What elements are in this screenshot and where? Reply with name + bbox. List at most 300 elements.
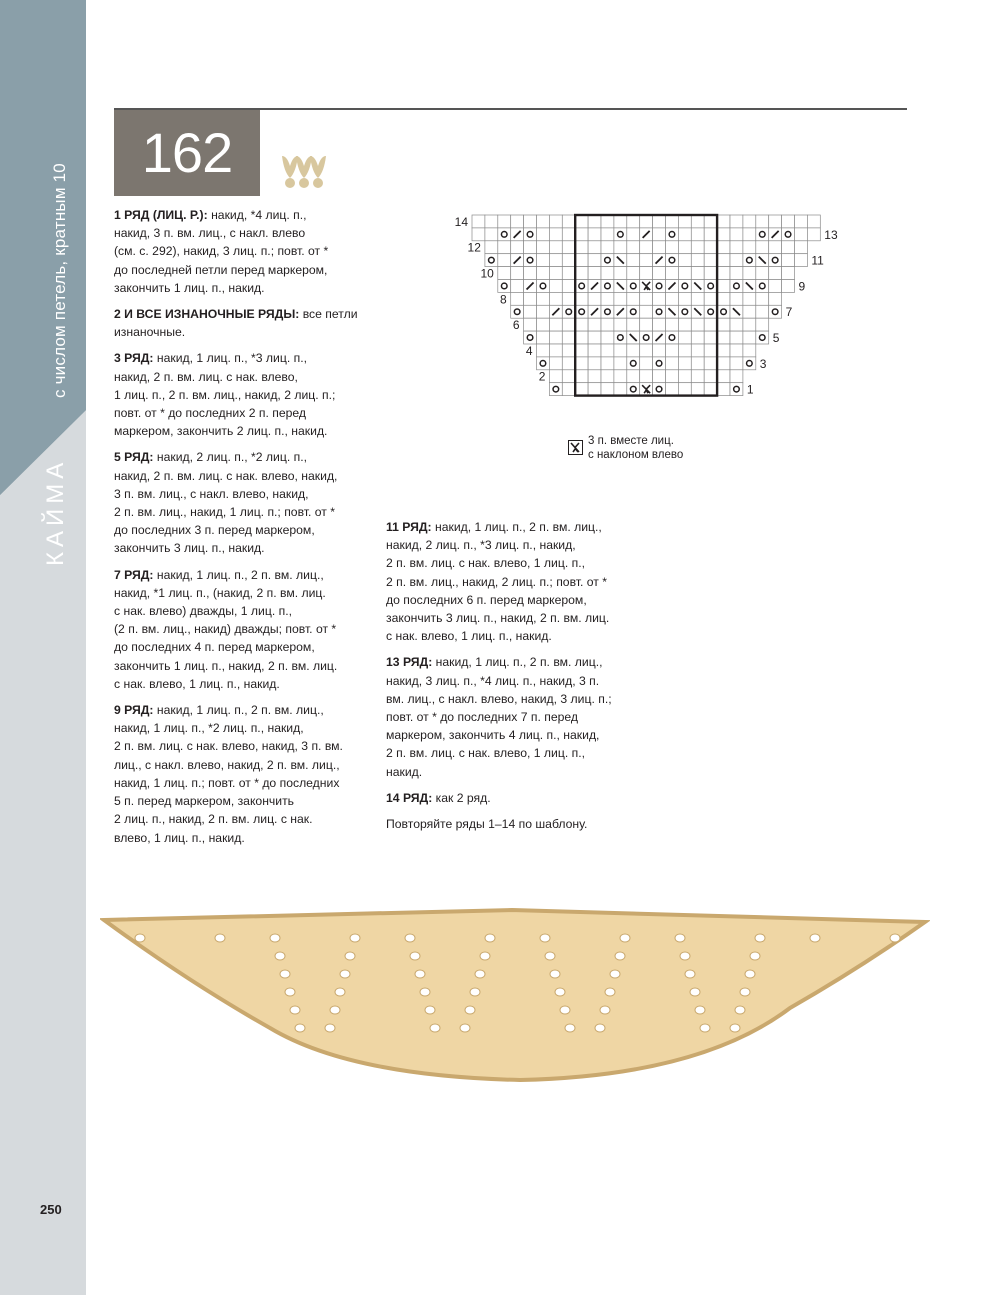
instruction-text: до последних 6 п. перед маркером, [386, 592, 587, 607]
chart-cell [653, 267, 666, 280]
instruction-line [114, 657, 376, 675]
lace-hole [540, 934, 550, 942]
chart-cell [511, 241, 524, 254]
chart-cell [743, 357, 756, 370]
instruction-line [114, 206, 376, 224]
instruction-line [114, 242, 376, 260]
chart-cell [614, 241, 627, 254]
lace-hole [275, 952, 285, 960]
lace-hole [420, 988, 430, 996]
chart-cell [717, 357, 730, 370]
chart-cell [730, 254, 743, 267]
row-number-right: 11 [811, 253, 824, 268]
instruction-line [114, 279, 376, 297]
chart-cell [575, 344, 588, 357]
instruction-line [114, 584, 376, 602]
chart-cell [653, 357, 666, 370]
knitted-swatch-image [100, 898, 930, 1088]
instruction-text: накид, 1 лиц. п., 2 п. вм. лиц., [434, 520, 602, 534]
chart-cell [756, 331, 769, 344]
instruction-paragraph [114, 448, 376, 557]
chart-cell [485, 228, 498, 241]
chart-cell [653, 215, 666, 228]
lace-hole [700, 1024, 710, 1032]
chart-cell [769, 305, 782, 318]
lace-hole [755, 934, 765, 942]
chart-cell [717, 228, 730, 241]
chart-cell [640, 318, 653, 331]
instruction-line [386, 789, 644, 807]
row-label: 11 РЯД: [386, 520, 435, 534]
instruction-line [386, 518, 644, 536]
instruction-text: закончить 1 лиц. п., накид, 2 п. вм. лиц. [114, 658, 338, 673]
instruction-line [114, 737, 376, 755]
chart-cell [756, 241, 769, 254]
chart-cell [807, 228, 820, 241]
chart-cell [588, 228, 601, 241]
chart-cell [717, 267, 730, 280]
chart-cell [601, 267, 614, 280]
chart-cell [575, 383, 588, 396]
instruction-text: накид, 1 лиц. п., *3 лиц. п., [156, 351, 307, 366]
chart-cell [640, 305, 653, 318]
chart-cell [627, 344, 640, 357]
chart-cell [666, 318, 679, 331]
row-label: 2 И ВСЕ ИЗНАНОЧНЫЕ РЯДЫ: [114, 307, 303, 322]
chart-cell [653, 228, 666, 241]
lace-hole [350, 934, 360, 942]
chart-cell [756, 318, 769, 331]
chart-cell [640, 370, 653, 383]
chart-cell [601, 318, 614, 331]
chart-cell [640, 292, 653, 305]
lace-hole [600, 1006, 610, 1014]
row-label: 1 РЯД (ЛИЦ. Р.): [114, 208, 212, 222]
instruction-text: до последних 4 п. перед маркером, [114, 640, 315, 655]
chart-cell [511, 292, 524, 305]
instruction-paragraph [114, 349, 376, 440]
instruction-text: 2 п. вм. лиц. с нак. влево, 1 лиц. п., [386, 556, 585, 571]
instruction-line [114, 539, 376, 557]
swatch-fabric [104, 910, 925, 1080]
chart-cell [575, 370, 588, 383]
chart-cell [562, 228, 575, 241]
instruction-text: накид, 1 лиц. п., 2 п. вм. лиц., [156, 567, 324, 582]
row-number-right: 3 [759, 356, 767, 371]
chart-cell [717, 280, 730, 293]
chart-cell [601, 383, 614, 396]
chart-cell [562, 370, 575, 383]
chart-cell [730, 344, 743, 357]
chart-cell [627, 228, 640, 241]
chart-cell [549, 383, 562, 396]
row-label: 9 РЯД: [114, 703, 157, 718]
lace-hole [460, 1024, 470, 1032]
lace-hole [615, 952, 625, 960]
instruction-text: все петли изнаночные. [114, 307, 358, 340]
instruction-line [114, 386, 376, 404]
chart-cell [691, 357, 704, 370]
chart-cell [666, 383, 679, 396]
chart-cell [782, 241, 795, 254]
chart-cell [562, 280, 575, 293]
chart-cell [524, 254, 537, 267]
row-label: 3 РЯД: [114, 351, 157, 366]
chart-cell [614, 215, 627, 228]
chart-cell [704, 331, 717, 344]
chart-cell [562, 215, 575, 228]
chart-cell [730, 292, 743, 305]
instruction-line [386, 690, 644, 708]
lace-hole [405, 934, 415, 942]
instruction-line [114, 566, 376, 584]
chart-cell [537, 305, 550, 318]
instruction-text: накид, 2 лиц. п., *3 лиц. п., накид, [386, 538, 576, 553]
chart-cell [691, 215, 704, 228]
instruction-text: 1 лиц. п., 2 п. вм. лиц., накид, 2 лиц. п.; [114, 387, 336, 402]
lace-hole [745, 970, 755, 978]
chart-cell [562, 254, 575, 267]
chart-cell [524, 318, 537, 331]
section-title: КАЙМА [42, 457, 69, 566]
chart-cell [666, 267, 679, 280]
chart-cell [614, 228, 627, 241]
chart-cell [666, 228, 679, 241]
chart-cell [524, 267, 537, 280]
chart-cell [472, 228, 485, 241]
instruction-line [386, 573, 644, 591]
chart-cell [795, 241, 808, 254]
chart-cell [756, 305, 769, 318]
chart-cell [627, 241, 640, 254]
instruction-line [114, 467, 376, 485]
chart-cell [537, 292, 550, 305]
chart-cell [524, 331, 537, 344]
instruction-text: 2 п. вм. лиц., накид, 2 лиц. п.; повт. от * [386, 574, 608, 589]
lace-hole [550, 970, 560, 978]
instruction-text: 2 п. вм. лиц. с нак. влево, накид, 3 п. вм. [114, 739, 343, 754]
chart-cell [601, 331, 614, 344]
chart-cell [601, 370, 614, 383]
chart-cell [627, 254, 640, 267]
instruction-text: лиц., с накл. влево, накид, 2 п. вм. лиц., [114, 757, 340, 772]
chart-cell [743, 318, 756, 331]
instruction-paragraph [386, 653, 644, 780]
instruction-line [386, 609, 644, 627]
instruction-text: (см. с. 292), накид, 3 лиц. п.; повт. от * [114, 244, 329, 259]
chart-cell [704, 344, 717, 357]
instruction-text: с нак. влево, 1 лиц. п., накид. [386, 629, 552, 644]
chart-cell [588, 344, 601, 357]
lace-hole [735, 1006, 745, 1014]
chart-cell [730, 383, 743, 396]
chart-cell [691, 331, 704, 344]
row-number-left: 2 [538, 369, 546, 384]
chart-cell [524, 305, 537, 318]
chart-cell [782, 215, 795, 228]
row-number-left: 14 [454, 214, 468, 229]
instruction-text: накид, *1 лиц. п., (накид, 2 п. вм. лиц. [114, 585, 326, 600]
chart-cell [537, 318, 550, 331]
chart-cell [743, 292, 756, 305]
lace-hole [280, 970, 290, 978]
chart-cell [549, 254, 562, 267]
lace-hole [345, 952, 355, 960]
instruction-text: накид. [386, 764, 423, 779]
lace-hole [270, 934, 280, 942]
instruction-line [386, 815, 644, 833]
chart-cell [717, 344, 730, 357]
instruction-text: до последних 3 п. перед маркером, [114, 523, 315, 538]
chart-cell [614, 357, 627, 370]
chart-cell [678, 344, 691, 357]
lace-hole [680, 952, 690, 960]
instruction-line [114, 810, 376, 828]
instruction-line [386, 653, 644, 671]
chart-cell [653, 318, 666, 331]
chart-cell [601, 292, 614, 305]
chart-cell [627, 318, 640, 331]
instruction-line [386, 708, 644, 726]
chart-cell [549, 241, 562, 254]
chart-cell [640, 331, 653, 344]
chart-cell [769, 280, 782, 293]
instruction-text: закончить 3 лиц. п., накид, 2 п. вм. лиц. [386, 611, 610, 626]
instruction-text: накид, 3 п. вм. лиц., с накл. влево [114, 226, 306, 241]
instruction-text: влево, 1 лиц. п., накид. [114, 830, 245, 845]
instruction-text: до последней петли перед маркером, [114, 262, 328, 277]
chart-cell [782, 228, 795, 241]
chart-cell [485, 254, 498, 267]
instruction-paragraph [386, 789, 644, 807]
instruction-line [114, 620, 376, 638]
sidebar-triangle [0, 0, 86, 500]
instruction-text: 5 п. перед маркером, закончить [114, 794, 295, 809]
chart-cell [614, 344, 627, 357]
chart-cell [704, 370, 717, 383]
chart-cell [549, 318, 562, 331]
instruction-line [386, 726, 644, 744]
chart-cell [678, 370, 691, 383]
chart-cell [627, 292, 640, 305]
instruction-line [114, 756, 376, 774]
chart-cell [588, 215, 601, 228]
chart-cell [614, 331, 627, 344]
chart-cell [549, 267, 562, 280]
instruction-line [114, 719, 376, 737]
chart-cell [653, 370, 666, 383]
instruction-line [386, 627, 644, 645]
lace-hole [430, 1024, 440, 1032]
chart-cell [601, 305, 614, 318]
chart-cell [627, 357, 640, 370]
chart-cell [691, 383, 704, 396]
instruction-line [114, 792, 376, 810]
knitting-chart [440, 210, 860, 420]
row-number-right: 9 [798, 279, 806, 294]
chart-cell [756, 292, 769, 305]
chart-cell [666, 357, 679, 370]
lace-hole [595, 1024, 605, 1032]
chart-cell [601, 241, 614, 254]
row-label: 7 РЯД: [114, 567, 157, 582]
chart-cell [549, 344, 562, 357]
instruction-paragraph [386, 518, 644, 645]
section-subtitle: с числом петель, кратным 10 [50, 163, 69, 398]
chart-cell [807, 215, 820, 228]
chart-cell [575, 241, 588, 254]
chart-cell [575, 228, 588, 241]
chart-cell [614, 383, 627, 396]
instruction-paragraph [386, 815, 644, 833]
chart-cell [588, 241, 601, 254]
page-number: 250 [40, 1202, 62, 1217]
instruction-line [114, 422, 376, 440]
instruction-text: накид, 2 лиц. п., *2 лиц. п., [156, 450, 307, 465]
chart-cell [640, 215, 653, 228]
chart-cell [666, 344, 679, 357]
instruction-line [114, 503, 376, 521]
lace-hole [620, 934, 630, 942]
lace-hole [215, 934, 225, 942]
chart-cell [549, 292, 562, 305]
chart-cell [730, 280, 743, 293]
instruction-line [114, 448, 376, 466]
lace-hole [340, 970, 350, 978]
chart-cell [691, 318, 704, 331]
instruction-text: маркером, закончить 2 лиц. п., накид. [114, 424, 328, 439]
instruction-line [114, 485, 376, 503]
lace-hole [480, 952, 490, 960]
instruction-text: Повторяйте ряды 1–14 по шаблону. [386, 817, 588, 832]
chart-cell [537, 267, 550, 280]
chart-cell [730, 331, 743, 344]
chart-cell [730, 370, 743, 383]
chart-cell [537, 331, 550, 344]
chart-cell [549, 357, 562, 370]
lace-hole [290, 1006, 300, 1014]
chart-cell [575, 357, 588, 370]
chart-cell [704, 318, 717, 331]
chart-cell [485, 215, 498, 228]
instruction-text: накид, 2 п. вм. лиц. с нак. влево, [114, 369, 298, 384]
chart-cell [717, 241, 730, 254]
chart-cell [588, 357, 601, 370]
chart-cell [614, 370, 627, 383]
chart-cell [627, 280, 640, 293]
chart-cell [678, 241, 691, 254]
instruction-line [114, 521, 376, 539]
instruction-line [114, 638, 376, 656]
chart-cell [756, 215, 769, 228]
chart-cell [691, 254, 704, 267]
instruction-text: накид, 1 лиц. п., 2 п. вм. лиц., [435, 655, 603, 670]
instruction-text: 2 лиц. п., накид, 2 п. вм. лиц. с нак. [114, 812, 313, 827]
chart-cell [537, 241, 550, 254]
chart-cell [756, 267, 769, 280]
instruction-line [386, 536, 644, 554]
lace-hole [485, 934, 495, 942]
lace-hole [470, 988, 480, 996]
chart-cell [653, 241, 666, 254]
lace-hole [610, 970, 620, 978]
instruction-text: накид, 1 лиц. п.; повт. от * до последних [114, 775, 340, 790]
instruction-line [386, 554, 644, 572]
instruction-text: (2 п. вм. лиц., накид) дважды; повт. от * [114, 622, 337, 637]
row-number-right: 13 [824, 227, 838, 242]
instruction-paragraph [114, 566, 376, 693]
instruction-text: накид, 1 лиц. п., 2 п. вм. лиц., [156, 703, 324, 718]
instruction-paragraph [114, 305, 376, 341]
chart-cell [666, 331, 679, 344]
lace-hole [285, 988, 295, 996]
lace-hole [890, 934, 900, 942]
chart-cell [691, 241, 704, 254]
instruction-line [114, 701, 376, 719]
instruction-text: накид, 3 лиц. п., *4 лиц. п., накид, 3 п. [386, 673, 600, 688]
chart-cell [691, 267, 704, 280]
row-number-left: 6 [512, 318, 520, 333]
lace-hole [555, 988, 565, 996]
chart-cell [524, 241, 537, 254]
lace-hole [690, 988, 700, 996]
chart-cell [704, 280, 717, 293]
lace-hole [750, 952, 760, 960]
chart-cell [678, 267, 691, 280]
chart-cell [627, 305, 640, 318]
chart-cell [678, 305, 691, 318]
lace-hole [545, 952, 555, 960]
chart-cell [704, 215, 717, 228]
chart-cell [666, 241, 679, 254]
chart-cell [666, 292, 679, 305]
chart-cell [601, 280, 614, 293]
lace-hole [325, 1024, 335, 1032]
lace-hole [675, 934, 685, 942]
chart-cell [549, 228, 562, 241]
chart-cell [743, 267, 756, 280]
instruction-text: накид, 1 лиц. п., *2 лиц. п., накид, [114, 721, 304, 736]
chart-cell [782, 280, 795, 293]
chart-cell [627, 383, 640, 396]
chart-cell [562, 292, 575, 305]
instruction-line [386, 763, 644, 781]
lace-hole [560, 1006, 570, 1014]
chart-cell [614, 292, 627, 305]
chart-cell [678, 331, 691, 344]
chart-cell [640, 357, 653, 370]
chart-cell [498, 254, 511, 267]
instruction-text: повт. от * до последних 2 п. перед [114, 406, 307, 421]
chart-cell [769, 241, 782, 254]
instruction-text: маркером, закончить 4 лиц. п., накид, [386, 728, 600, 743]
chart-cell [769, 292, 782, 305]
instruction-text: закончить 1 лиц. п., накид. [114, 280, 265, 295]
chart-cell [743, 215, 756, 228]
chart-cell [601, 228, 614, 241]
chart-cell [678, 280, 691, 293]
chart-cell [653, 344, 666, 357]
chart-cell [498, 267, 511, 280]
chart-cell [717, 370, 730, 383]
chart-cell [562, 267, 575, 280]
chart-cell [575, 318, 588, 331]
lace-hole [335, 988, 345, 996]
lace-hole [410, 952, 420, 960]
instruction-line [114, 224, 376, 242]
chart-cell [717, 318, 730, 331]
chart-cell [614, 267, 627, 280]
